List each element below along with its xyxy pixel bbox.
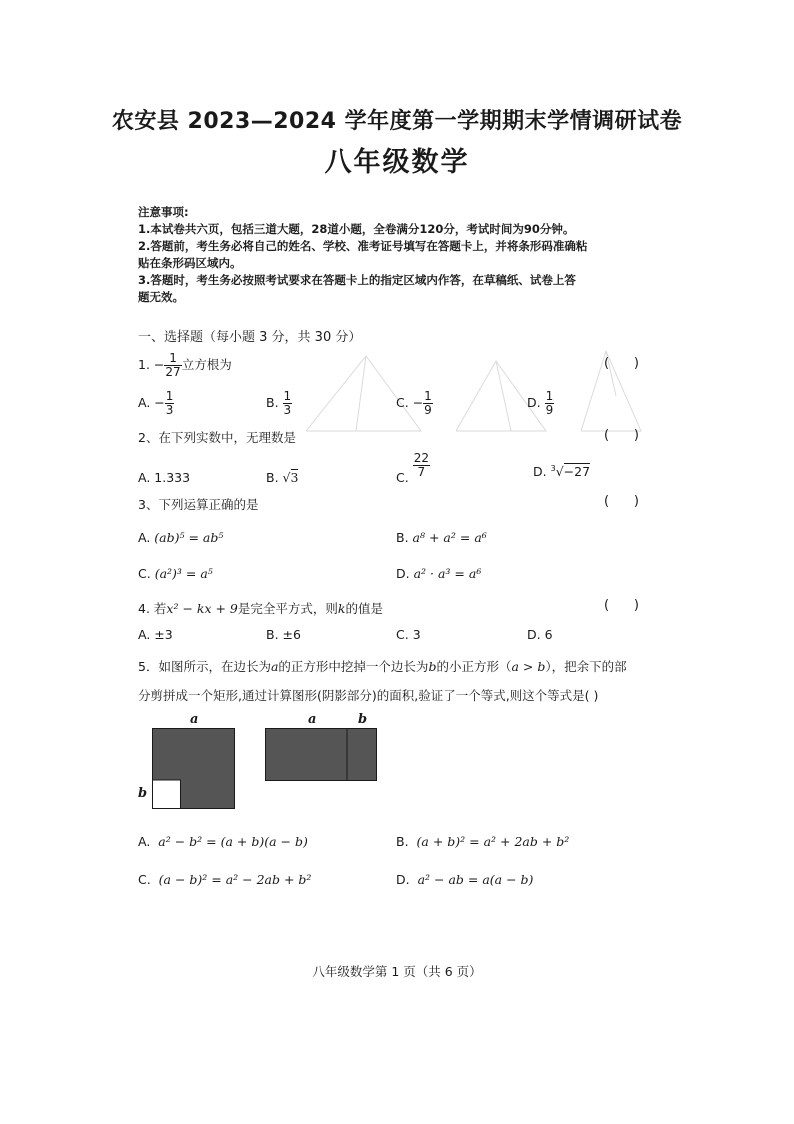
notice-line: 2.答题前，考生务必将自己的姓名、学校、准考证号填写在答题卡上，并将条形码准确粘 <box>138 239 588 253</box>
q3-option-b[interactable]: B. a⁸ + a² = a⁶ <box>396 530 487 545</box>
q3-option-c[interactable]: C. (a²)³ = a⁵ <box>138 566 213 581</box>
q2-option-b[interactable]: B. √3 <box>266 470 299 485</box>
q5-option-a[interactable]: A. a² − b² = (a + b)(a − b) <box>138 834 308 849</box>
question-2: 2、在下列实数中，无理数是 <box>138 430 296 445</box>
figure-label-b: b <box>138 786 148 801</box>
fraction: $\frac{1}{27}$ <box>165 351 181 379</box>
q5-option-d[interactable]: D. a² − ab = a(a − b) <box>396 872 534 887</box>
q1-option-d[interactable]: D. $\frac{1}{9}$ <box>527 389 554 417</box>
exam-subtitle: 八年级数学 <box>324 147 470 178</box>
question-3: 3、下列运算正确的是 <box>138 497 259 512</box>
page-footer: 八年级数学第 1 页（共 6 页） <box>312 964 482 979</box>
notice-line: 题无效。 <box>138 290 184 304</box>
notice-line: 1.本试卷共六页，包括三道大题，28道小题，全卷满分120分，考试时间为90分钟。 <box>138 222 575 236</box>
answer-bracket: ( ) <box>604 494 639 509</box>
q3-option-d[interactable]: D. a² · a³ = a⁶ <box>396 566 482 581</box>
exam-title: 农安县 2023—2024 学年度第一学期期末学情调研试卷 <box>111 109 683 134</box>
q4-option-b[interactable]: B. ±6 <box>266 627 301 642</box>
answer-bracket: ( ) <box>604 428 639 443</box>
bleed-through-figures <box>296 336 656 446</box>
notice-block <box>138 204 658 306</box>
notice-line: 贴在条形码区域内。 <box>138 256 242 270</box>
square-figure <box>152 728 236 810</box>
figure2-label-b: b <box>358 712 368 727</box>
notice-heading: 注意事项: <box>138 205 189 219</box>
figure-label-a: a <box>190 712 199 727</box>
question-1: 1. − $\frac{1}{27}$ 立方根为 <box>138 351 232 379</box>
question-4: 4. 若x² − kx + 9是完全平方式，则k的值是 <box>138 601 383 616</box>
q1-option-b[interactable]: B. $\frac{1}{3}$ <box>266 389 292 417</box>
q2-option-c[interactable]: C. $\frac{22}{7}$ <box>396 451 429 485</box>
q4-option-c[interactable]: C. 3 <box>396 627 421 642</box>
q4-option-d[interactable]: D. 6 <box>527 627 553 642</box>
figure2-label-a: a <box>308 712 317 727</box>
rectangle-figure <box>265 728 378 782</box>
q5-option-c[interactable]: C. (a − b)² = a² − 2ab + b² <box>138 872 312 887</box>
q2-option-a[interactable]: A. 1.333 <box>138 470 191 485</box>
q1-option-a[interactable]: A. − $\frac{1}{3}$ <box>138 389 174 417</box>
answer-bracket: ( ) <box>604 356 639 371</box>
question-5-line-2: 分剪拼成一个矩形,通过计算图形(阴影部分)的面积,验证了一个等式,则这个等式是( ) <box>138 688 599 703</box>
q5-option-b[interactable]: B. (a + b)² = a² + 2ab + b² <box>396 834 570 849</box>
q3-option-a[interactable]: A. (ab)⁵ = ab⁵ <box>138 530 224 545</box>
q2-option-d[interactable]: D. $^3$√−27 <box>533 464 591 480</box>
answer-bracket: ( ) <box>604 598 639 613</box>
question-5-line-1: 5．如图所示，在边长为a的正方形中挖掉一个边长为b的小正方形（a > b），把余下的部 <box>138 659 627 674</box>
q1-option-c[interactable]: C. − $\frac{1}{9}$ <box>396 389 432 417</box>
notice-line: 3.答题时，考生务必按照考试要求在答题卡上的指定区域内作答，在草稿纸、试卷上答 <box>138 273 576 287</box>
q4-option-a[interactable]: A. ±3 <box>138 627 173 642</box>
section-title: 一、选择题（每小题 3 分，共 30 分） <box>138 330 362 345</box>
